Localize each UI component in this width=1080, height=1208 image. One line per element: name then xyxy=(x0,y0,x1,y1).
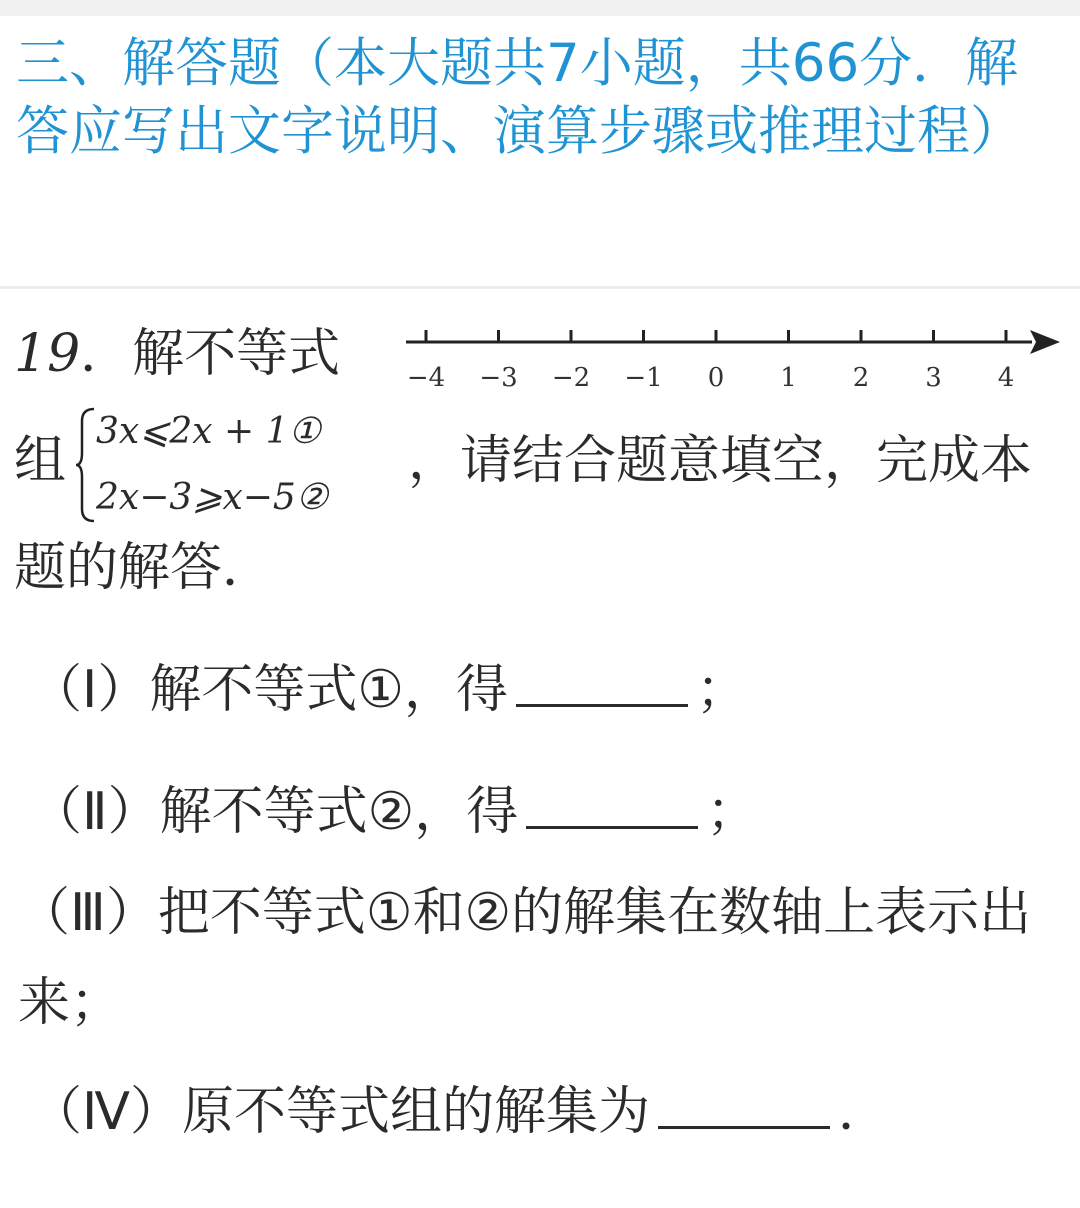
part-2-label: （Ⅱ） xyxy=(30,782,160,842)
question-number: 19 xyxy=(14,324,81,384)
section-header: 三、解答题（本大题共7小题，共66分．解答应写出文字说明、演算步骤或推理过程） xyxy=(16,33,1023,162)
number-line-tick-label: 3 xyxy=(925,363,942,393)
inequality-system xyxy=(14,405,1080,525)
number-line xyxy=(392,318,1072,398)
answer-blank-4[interactable] xyxy=(658,1086,830,1129)
inequality-1: 3x⩽2x + 1① xyxy=(96,411,321,452)
stem-suffix: ，请结合题意填空，完成本 xyxy=(408,431,1033,491)
number-line-tick-label: −3 xyxy=(479,363,518,393)
number-line-tick-label: −2 xyxy=(551,363,591,393)
part-1-label: （Ⅰ） xyxy=(30,660,150,720)
part-4-text: 原不等式组的解集为 xyxy=(182,1082,651,1142)
inequality-2: 2x−3⩾x−5② xyxy=(96,477,329,518)
divider xyxy=(0,286,1080,289)
top-bar xyxy=(0,0,1080,16)
part-3-text: 把不等式①和②的解集在数轴上表示出来； xyxy=(18,883,1032,1033)
answer-blank-1[interactable] xyxy=(516,664,688,707)
part-3-label: （Ⅲ） xyxy=(18,883,158,943)
question-stem-line xyxy=(14,322,340,386)
part-4 xyxy=(30,1080,890,1144)
part-2-end: ； xyxy=(706,782,759,842)
number-line-tick-label: 4 xyxy=(997,363,1015,393)
part-4-label: （Ⅳ） xyxy=(30,1082,182,1142)
number-line-tick-label: 1 xyxy=(780,363,797,393)
part-3 xyxy=(18,868,1078,1048)
stem-end: 题的解答． xyxy=(14,538,275,598)
number-line-tick-label: −1 xyxy=(624,363,663,393)
system-prefix: 组 xyxy=(14,431,67,491)
answer-blank-2[interactable] xyxy=(526,786,698,829)
part-1-text: 解不等式①，得 xyxy=(149,660,508,720)
number-line-tick-label: −4 xyxy=(406,363,446,393)
question-stem-prefix: ．解不等式 xyxy=(80,324,341,384)
brace-icon xyxy=(74,407,96,523)
number-line-tick-label: 2 xyxy=(852,363,870,393)
part-2 xyxy=(30,780,758,844)
part-1-end: ； xyxy=(695,660,748,720)
number-line-arrow xyxy=(1030,330,1060,354)
part-1 xyxy=(30,658,748,722)
part-4-end: ． xyxy=(838,1082,891,1142)
number-line-tick-label: 0 xyxy=(707,363,725,393)
part-2-text: 解不等式②，得 xyxy=(159,782,519,842)
